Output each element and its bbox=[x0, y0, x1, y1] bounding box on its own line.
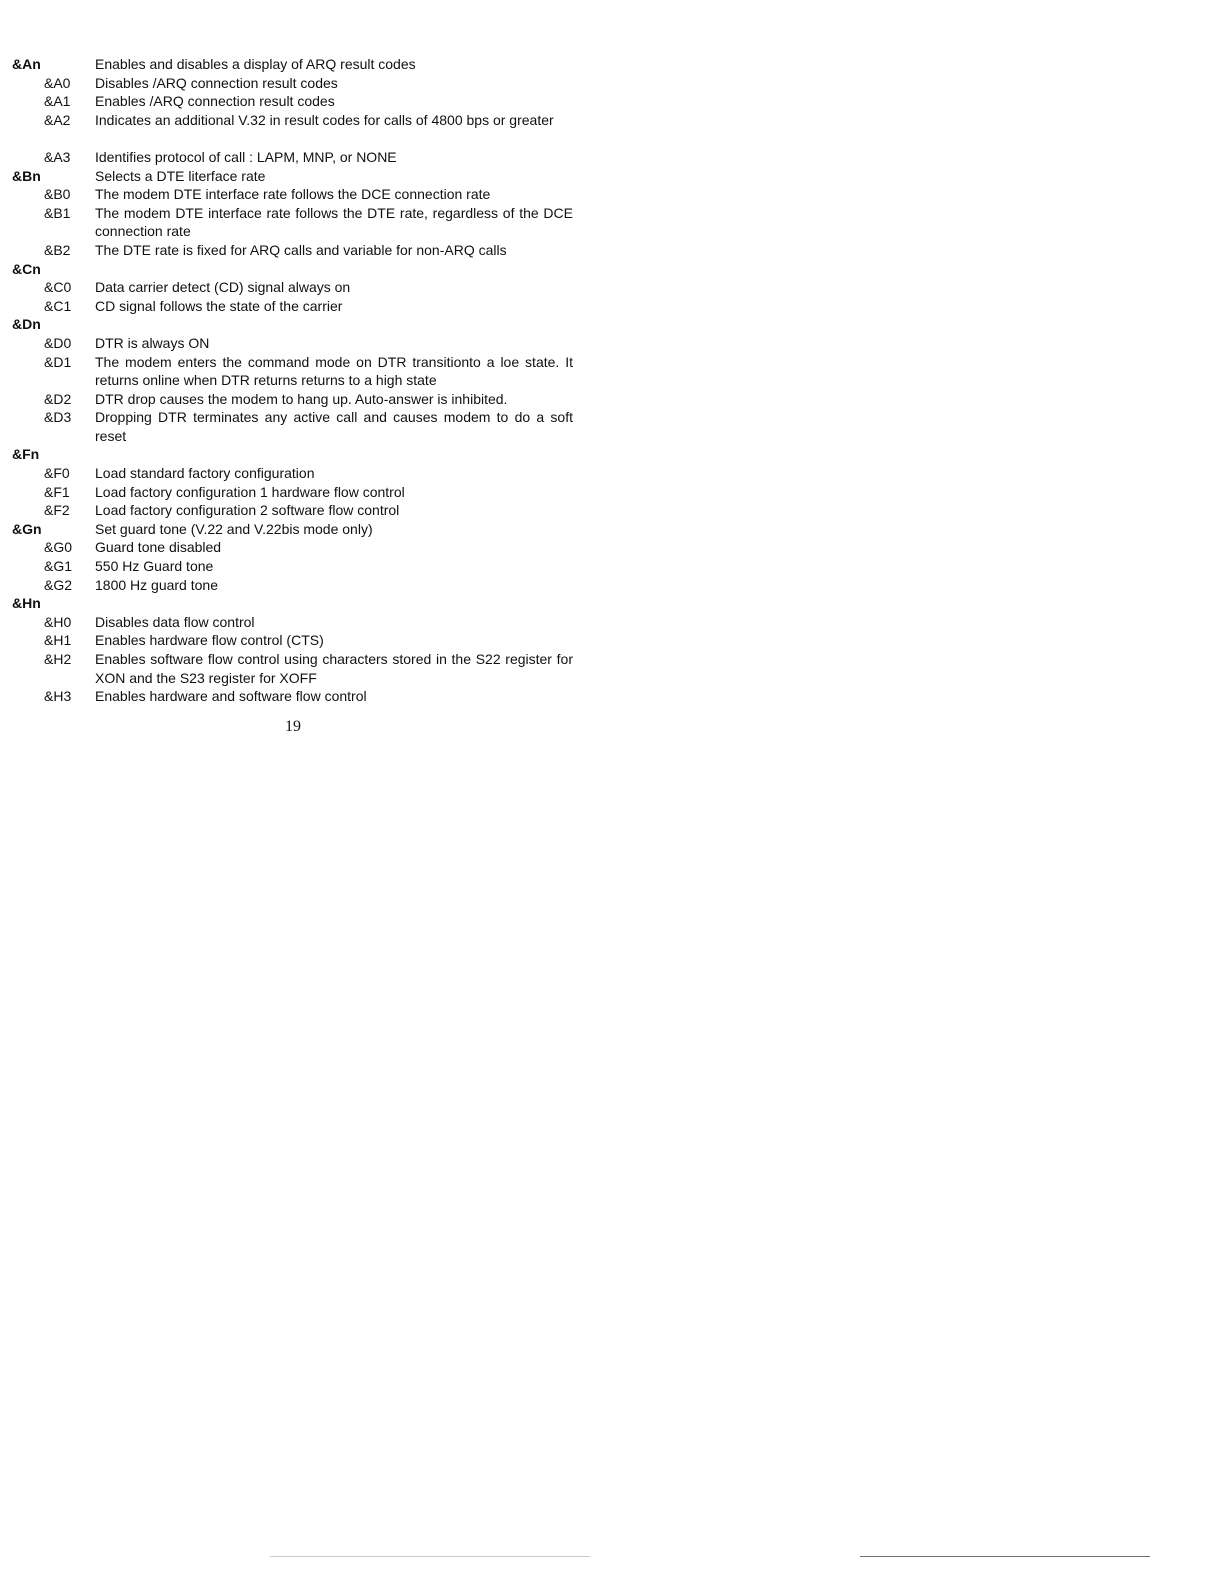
command-option-description: 1800 Hz guard tone bbox=[95, 576, 218, 593]
command-option-description: Enables hardware and software flow control bbox=[95, 688, 367, 705]
command-option-row bbox=[12, 650, 592, 687]
command-option-description: Disables data flow control bbox=[95, 613, 255, 630]
command-group-row bbox=[12, 594, 592, 613]
command-option-description: Disables /ARQ connection result codes bbox=[95, 74, 338, 91]
command-option-description: DTR drop causes the modem to hang up. Auto-answer is inhibited. bbox=[95, 390, 508, 407]
command-option-row bbox=[12, 687, 592, 706]
command-option-row bbox=[12, 483, 592, 502]
command-option-row bbox=[12, 576, 592, 595]
command-option-code: &D3 bbox=[44, 409, 72, 426]
command-group-row bbox=[12, 55, 592, 74]
command-option-code: &H0 bbox=[44, 613, 72, 630]
command-option-description: The modem enters the command mode on DTR transitionto a loe state. It returns online when DTR returns returns to a high state bbox=[95, 353, 573, 389]
command-option-code: &A3 bbox=[44, 148, 71, 165]
command-group-row bbox=[12, 315, 592, 334]
command-option-description: The DTE rate is fixed for ARQ calls and variable for non-ARQ calls bbox=[95, 241, 507, 258]
command-option-code: &H2 bbox=[44, 651, 72, 667]
command-group-description: Set guard tone (V.22 and V.22bis mode only) bbox=[95, 520, 373, 537]
command-option-code: &F1 bbox=[44, 483, 70, 500]
scan-artifact-line bbox=[270, 1556, 590, 1557]
command-option-code: &A2 bbox=[44, 111, 71, 128]
command-option-code: &B1 bbox=[44, 204, 71, 221]
command-group-description: Enables and disables a display of ARQ result codes bbox=[95, 56, 416, 72]
command-group-code: &Dn bbox=[12, 316, 41, 333]
command-option-description: Enables /ARQ connection result codes bbox=[95, 93, 335, 110]
command-option-row bbox=[12, 148, 592, 167]
command-option-row bbox=[12, 557, 592, 576]
command-option-code: &G0 bbox=[44, 539, 73, 556]
command-group-code: &Cn bbox=[12, 260, 41, 277]
command-option-code: &H1 bbox=[44, 632, 72, 649]
command-option-description: Enables software flow control using characters stored in the S22 register for XON and the S23 register for XOFF bbox=[95, 651, 573, 686]
command-option-row bbox=[12, 74, 592, 93]
command-option-code: &B2 bbox=[44, 241, 71, 258]
command-option-code: &B0 bbox=[44, 186, 71, 203]
command-group-row bbox=[12, 260, 592, 279]
command-option-description: Enables hardware flow control (CTS) bbox=[95, 632, 324, 649]
command-option-description: 550 Hz Guard tone bbox=[95, 558, 214, 575]
command-option-row bbox=[12, 241, 592, 260]
command-option-row bbox=[12, 501, 592, 520]
command-option-row bbox=[12, 334, 592, 353]
command-option-row bbox=[12, 538, 592, 557]
command-option-code: &H3 bbox=[44, 688, 72, 705]
command-option-description: Dropping DTR terminates any active call and causes modem to do a soft reset bbox=[95, 409, 573, 444]
command-option-description: Guard tone disabled bbox=[95, 539, 222, 556]
command-group-code: &Bn bbox=[12, 167, 41, 184]
command-group-description: Selects a DTE literface rate bbox=[95, 167, 266, 184]
command-option-code: &C1 bbox=[44, 297, 72, 314]
command-option-code: &D2 bbox=[44, 390, 72, 407]
command-option-description: Load factory configuration 2 software flow control bbox=[95, 502, 400, 519]
command-option-code: &D0 bbox=[44, 334, 72, 351]
command-option-row bbox=[12, 185, 592, 204]
command-group-code: &Gn bbox=[12, 520, 42, 537]
page-number: 19 bbox=[285, 718, 301, 735]
command-option-description: Load standard factory configuration bbox=[95, 465, 315, 482]
command-group-row bbox=[12, 167, 592, 186]
command-option-code: &G2 bbox=[44, 576, 73, 593]
command-group-row bbox=[12, 520, 592, 539]
command-option-row bbox=[12, 631, 592, 650]
command-group-code: &Fn bbox=[12, 446, 40, 463]
scan-artifact-line bbox=[860, 1556, 1150, 1557]
command-option-description: The modem DTE interface rate follows the DTE rate, regardless of the DCE connection rate bbox=[95, 204, 573, 240]
command-option-description: Indicates an additional V.32 in result codes for calls of 4800 bps or greater bbox=[95, 111, 554, 128]
command-option-row bbox=[12, 408, 592, 445]
command-option-description: Identifies protocol of call : LAPM, MNP, or NONE bbox=[95, 148, 397, 165]
command-option-description: Data carrier detect (CD) signal always on bbox=[95, 279, 351, 296]
command-option-code: &F2 bbox=[44, 502, 70, 519]
command-option-row bbox=[12, 297, 592, 316]
command-option-row bbox=[12, 613, 592, 632]
command-option-code: &C0 bbox=[44, 279, 72, 296]
command-option-description: DTR is always ON bbox=[95, 334, 210, 351]
command-option-code: &G1 bbox=[44, 558, 73, 575]
command-option-row bbox=[12, 111, 592, 148]
command-option-code: &A1 bbox=[44, 93, 71, 110]
command-option-row bbox=[12, 353, 592, 390]
command-option-row bbox=[12, 390, 592, 409]
command-group-code: &Hn bbox=[12, 595, 41, 612]
command-reference-list bbox=[12, 55, 592, 706]
command-option-description: The modem DTE interface rate follows the DCE connection rate bbox=[95, 186, 491, 203]
command-option-description: Load factory configuration 1 hardware flow control bbox=[95, 483, 405, 500]
command-option-code: &A0 bbox=[44, 74, 71, 91]
command-option-row bbox=[12, 204, 592, 241]
command-option-code: &D1 bbox=[44, 353, 72, 370]
command-group-row bbox=[12, 445, 592, 464]
command-option-row bbox=[12, 278, 592, 297]
command-group-code: &An bbox=[12, 56, 41, 72]
command-option-description: CD signal follows the state of the carrier bbox=[95, 297, 343, 314]
command-option-row bbox=[12, 92, 592, 111]
command-option-code: &F0 bbox=[44, 465, 70, 482]
command-option-row bbox=[12, 464, 592, 483]
